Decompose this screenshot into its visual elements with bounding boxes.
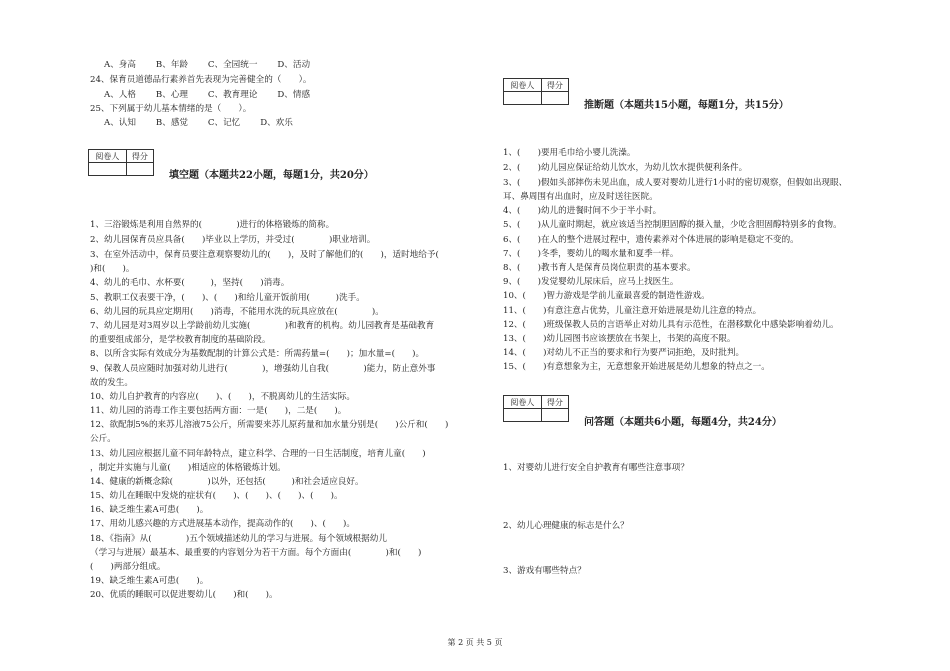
list-item: 耳、鼻周围有出血时，应及时送往医院。 [503, 192, 658, 202]
list-item: 2、( )幼儿园应保证给幼儿饮水，为幼儿饮水提供便利条件。 [503, 163, 748, 173]
list-item: 12、欲配制5%的来苏儿溶液75公斤，所需要来苏儿原药量和加水量分别是( )公斤和( ) [90, 420, 449, 430]
question-24: 24、保育员道德品行素养首先表现为完善健全的（ ）。 [90, 75, 312, 85]
list-item: 5、( )从儿童时期起，就应该适当控制胆固醇的摄入量，少吃含胆固醇特别多的食物。 [503, 220, 842, 230]
score-box-grader-label: 阅卷人 [89, 150, 127, 163]
list-item: 13、幼儿园应根据儿童不同年龄特点，建立科学、合理的一日生活制度，培育儿童( ) [90, 449, 426, 459]
score-box [88, 149, 154, 176]
list-item: 17、用幼儿感兴趣的方式进展基本动作，提高动作的( )、( )。 [90, 519, 355, 529]
list-item: 6、( )在人的整个进展过程中，遗传素养对个体进展的影响是稳定不变的。 [503, 235, 799, 245]
qa-question: 1、对婴幼儿进行安全自护教育有哪些注意事项？ [503, 463, 689, 473]
list-item: 4、( )幼儿的进餐时间不少于半小时。 [503, 206, 662, 216]
list-item: 19、缺乏维生素A可患( )。 [90, 576, 209, 586]
section-title-qa: 问答题（本题共6小题，每题4分，共24分） [584, 417, 782, 428]
list-item: 9、( )发觉婴幼儿尿床后，应马上找医生。 [503, 277, 679, 287]
list-item: ，制定并实施与儿童( )相适应的体格锻炼计划。 [90, 463, 286, 473]
option-line: A、身高 B、年龄 C、全园统一 D、活动 [104, 60, 311, 70]
list-item: 3、( )假如头部摔伤未见出血，成人要对婴幼儿进行1小时的密切观察，但假如出现眼、 [503, 178, 848, 188]
score-box-cell [126, 163, 153, 176]
list-item: 9、保教人员应随时加强对幼儿进行( )，增强幼儿自我( )能力，防止意外事 [90, 364, 436, 374]
score-box-cell [504, 92, 542, 105]
list-item: 8、( )教书育人是保育员岗位职责的基本要求。 [503, 263, 696, 273]
list-item: 10、( )智力游戏是学前儿童最喜爱的制造性游戏。 [503, 291, 710, 301]
list-item: )和( )。 [90, 264, 135, 274]
score-box-grader-label: 阅卷人 [504, 79, 542, 92]
list-item: 故的发生。 [90, 378, 133, 388]
qa-question: 3、游戏有哪些特点？ [503, 566, 586, 576]
list-item: 公斤。 [90, 434, 116, 444]
list-item: 20、优质的睡眠可以促进婴幼儿( )和( )。 [90, 590, 278, 600]
list-item: 18、《指南》从( )五个领域描述幼儿的学习与进展。每个领域根据幼儿 [90, 534, 387, 544]
list-item: 15、幼儿在睡眠中发烧的症状有( )、( )、( )、( )。 [90, 491, 343, 501]
list-item: 6、幼儿园的玩具应定期用( )消毒，不能用水洗的玩具应放在( )。 [90, 307, 384, 317]
list-item: 4、幼儿的毛巾、水杯要( )，坚持( )消毒。 [90, 278, 290, 288]
option-line: A、人格 B、心理 C、教育理论 D、情感 [104, 90, 311, 100]
score-box-score-label: 得分 [126, 150, 153, 163]
score-box-score-label: 得分 [541, 396, 568, 409]
page-footer: 第 2 页 共 5 页 [447, 638, 503, 647]
score-box-cell [541, 409, 568, 422]
score-box [503, 395, 569, 422]
qa-question: 2、幼儿心理健康的标志是什么？ [503, 521, 629, 531]
list-item: ( )两部分组成。 [90, 562, 166, 572]
list-item: 1、三浴锻炼是利用自然界的( )进行的体格锻炼的简称。 [90, 220, 335, 230]
list-item: 14、( )对幼儿不正当的要求和行为要严词拒绝，及时批判。 [503, 348, 745, 358]
list-item: 的重要组成部分，是学校教育制度的基础阶段。 [90, 335, 271, 345]
list-item: 16、缺乏维生素A可患( )。 [90, 505, 209, 515]
list-item: 8、以所含实际有效成分为基数配制的计算公式是：所需药量=( )；加水量=( )。 [90, 349, 425, 359]
list-item: 5、教职工仪表要干净，( )、( )和给儿童开饭前用( )洗手。 [90, 293, 365, 303]
score-box-cell [89, 163, 127, 176]
list-item: （学习与进展）最基本、最重要的内容划分为若干方面。每个方面由( )和( ) [90, 548, 422, 558]
list-item: 7、( )冬季，婴幼儿的喝水量和夏季一样。 [503, 249, 679, 259]
score-box [503, 78, 569, 105]
option-line: A、认知 B、感觉 C、记忆 D、欢乐 [104, 118, 293, 128]
list-item: 15、( )有意想象为主，无意想象开始进展是幼儿想象的特点之一。 [503, 362, 770, 372]
score-box-score-label: 得分 [541, 79, 568, 92]
question-25: 25、下列属于幼儿基本情绪的是（ ）。 [90, 104, 252, 114]
list-item: 1、( )要用毛巾给小婴儿洗澡。 [503, 148, 636, 158]
list-item: 14、健康的新概念除( )以外，还包括( )和社会适应良好。 [90, 477, 364, 487]
list-item: 13、( )幼儿园图书应该摆放在书架上，书架的高度不限。 [503, 334, 736, 344]
list-item: 2、幼儿园保育员应具备( )毕业以上学历，并受过( )职业培训。 [90, 235, 376, 245]
section-title-fill-blank: 填空题（本题共22小题，每题1分，共20分） [169, 170, 374, 181]
list-item: 11、( )有意注意占优势，儿童注意开始进展是幼儿注意的特点。 [503, 306, 762, 316]
list-item: 11、幼儿园的消毒工作主要包括两方面：一是( )，二是( )。 [90, 406, 347, 416]
list-item: 7、幼儿园是对3周岁以上学龄前幼儿实施( )和教育的机构。幼儿园教育是基础教育 [90, 321, 435, 331]
section-title-judgement: 推断题（本题共15小题，每题1分，共15分） [584, 100, 789, 111]
list-item: 12、( )班级保教人员的言语举止对幼儿具有示范性，在潜移默化中感染影响着幼儿。 [503, 320, 839, 330]
list-item: 10、幼儿自护教育的内容应( )、( )，不脱离幼儿的生活实际。 [90, 392, 355, 402]
score-box-cell [504, 409, 542, 422]
score-box-grader-label: 阅卷人 [504, 396, 542, 409]
score-box-cell [541, 92, 568, 105]
list-item: 3、在室外活动中，保育员要注意观察婴幼儿的( )，及时了解他们的( )，适时地给予( [90, 250, 439, 260]
